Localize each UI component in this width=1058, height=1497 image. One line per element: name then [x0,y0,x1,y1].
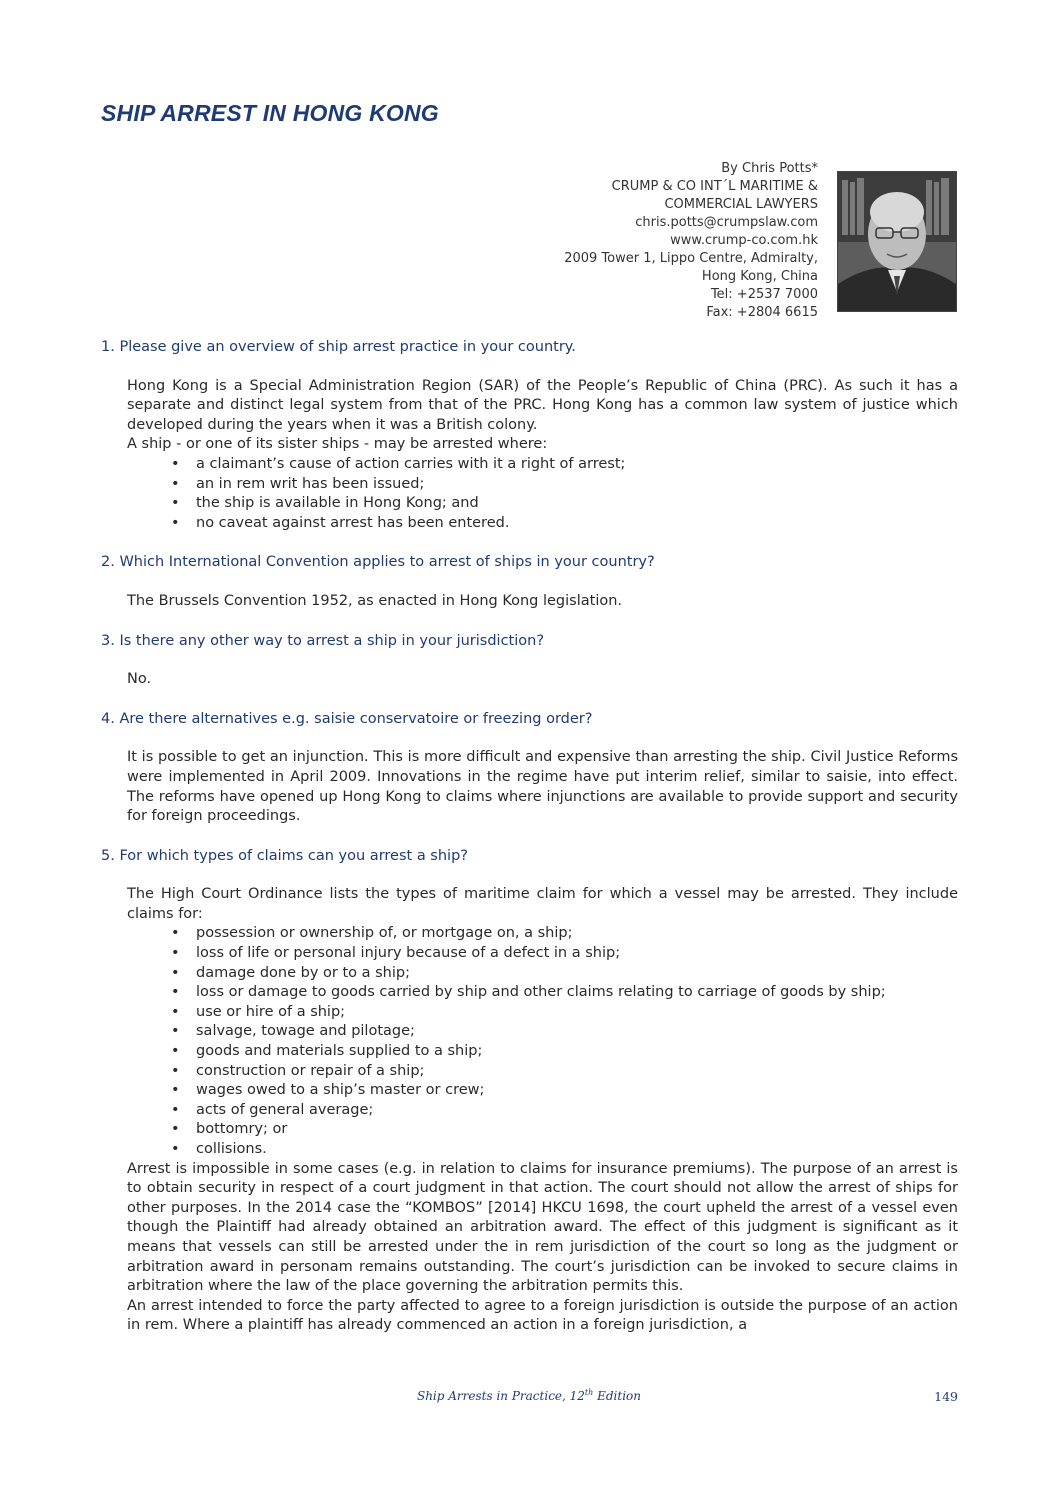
portrait-image [838,172,956,311]
list-item: • salvage, towage and pilotage; [127,1022,958,1042]
section-4 [101,710,958,827]
list-item: • goods and materials supplied to a ship; [127,1042,958,1062]
answer-body [127,377,958,534]
bullet-list [127,455,958,533]
answer-body [127,885,958,1336]
author-line: CRUMP & CO INT´L MARITIME & [611,179,818,194]
paragraph: No. [127,671,152,688]
section-1 [101,338,958,533]
list-item: • damage done by or to a ship; [127,964,958,984]
author-block [564,160,818,322]
list-item: • no caveat against arrest has been entered. [127,514,958,534]
footer-book-title: Ship Arrests in Practice, 12th Edition [416,1388,642,1403]
author-line: 2009 Tower 1, Lippo Centre, Admiralty, [564,251,818,266]
author-photo [837,171,957,312]
list-item: • bottomry; or [127,1120,958,1140]
list-item: • loss of life or personal injury because of a defect in a ship; [127,944,958,964]
section-5 [101,847,958,1336]
list-item: • a claimant’s cause of action carries with it a right of arrest; [127,455,958,475]
list-item: • the ship is available in Hong Kong; and [127,494,958,514]
author-phone: Tel: +2537 7000 [710,287,818,302]
paragraph: The Brussels Convention 1952, as enacted in Hong Kong legislation. [127,592,623,609]
question-heading: 3. Is there any other way to arrest a ship in your jurisdiction? [101,632,545,649]
page-number: 149 [934,1389,958,1404]
section-2 [101,553,958,611]
paragraph: A ship - or one of its sister ships - may be arrested where: [127,436,548,453]
question-heading: 4. Are there alternatives e.g. saisie conservatoire or freezing order? [101,710,593,727]
section-3 [101,632,958,690]
list-item: • acts of general average; [127,1101,958,1121]
question-heading: 2. Which International Convention applies to arrest of ships in your country? [101,554,655,571]
paragraph: It is possible to get an injunction. This is more difficult and expensive than arresting the ship. Civil Justice Reforms were implemented in April 2009. Innovations in the regime have put interim relief, similar to saisie, into effect. The reforms have opened up Hong Kong to claims where injunctions are available to provide support and security for foreign proceedings. [127,749,958,825]
answer-body [127,670,958,690]
author-fax: Fax: +2804 6615 [706,305,818,320]
article-content [101,338,958,1356]
list-item: • loss or damage to goods carried by ship and other claims relating to carriage of goods by ship; [127,983,958,1003]
list-item: • wages owed to a ship’s master or crew; [127,1081,958,1101]
paragraph: Arrest is impossible in some cases (e.g. in relation to claims for insurance premiums). The purpose of an arrest is to obtain security in respect of a court judgment in that action. The court should not allow the arrest of ships for other purposes. In the 2014 case the “KOMBOS” [2014] HKCU 1698, the court upheld the arrest of a vessel even though the Plaintiff had already obtained an arbitration award. The effect of this judgment is significant as it means that vessels can still be arrested under the in rem jurisdiction of the court so long as the judgment or arbitration award in personam remains outstanding. The court’s jurisdiction can be invoked to secure claims in arbitration where the law of the place governing the arbitration permits this. [127,1160,958,1295]
bullet-list [127,924,958,1159]
paragraph: An arrest intended to force the party affected to agree to a foreign jurisdiction is outside the purpose of an action in rem. Where a plaintiff has already commenced an action in a foreign jurisdiction, a [127,1297,958,1334]
author-line: COMMERCIAL LAWYERS [664,197,818,212]
list-item: • collisions. [127,1140,958,1160]
list-item: • possession or ownership of, or mortgage on, a ship; [127,924,958,944]
paragraph: Hong Kong is a Special Administration Region (SAR) of the People’s Republic of China (PRC). As such it has a separate and distinct legal system from that of the PRC. Hong Kong has a common law system of justice which developed during the years when it was a British colony. [127,377,958,433]
answer-body [127,748,958,826]
author-line: By Chris Potts* [721,161,818,176]
author-email[interactable]: chris.potts@crumpslaw.com [635,215,818,230]
list-item: • use or hire of a ship; [127,1003,958,1023]
page-title: SHIP ARREST IN HONG KONG [101,100,439,126]
list-item: • construction or repair of a ship; [127,1062,958,1082]
paragraph: The High Court Ordinance lists the types of maritime claim for which a vessel may be arrested. They include claims for: [127,886,958,922]
author-line: Hong Kong, China [701,269,818,284]
question-heading: 5. For which types of claims can you arrest a ship? [101,847,468,864]
question-heading: 1. Please give an overview of ship arrest practice in your country. [101,339,576,355]
answer-body [127,592,958,612]
author-website[interactable]: www.crump-co.com.hk [670,233,818,248]
list-item: • an in rem writ has been issued; [127,475,958,495]
